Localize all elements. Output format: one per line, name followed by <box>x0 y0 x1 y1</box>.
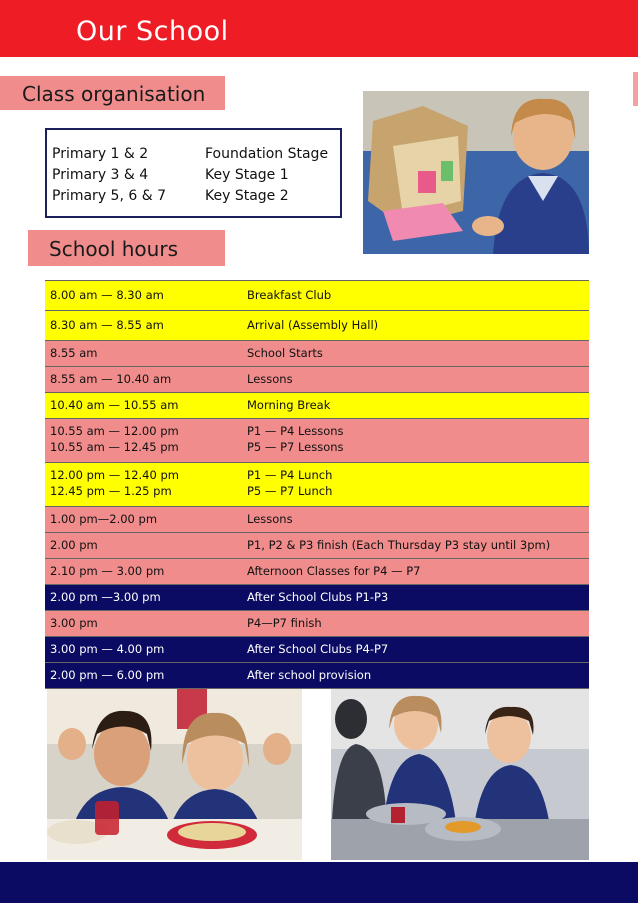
class-organisation-box <box>45 128 342 218</box>
schedule-row <box>45 585 589 611</box>
schedule-time: 10.55 am — 12.00 pm 10.55 am — 12.45 pm <box>50 424 179 454</box>
schedule-row <box>45 367 589 393</box>
schedule-row <box>45 611 589 637</box>
class-group: Primary 1 & 2 <box>52 146 149 162</box>
photo-girls-at-lunch <box>47 689 302 860</box>
schedule-time: 8.55 am <box>50 346 98 360</box>
schedule-row <box>45 507 589 533</box>
class-organisation-heading-bar <box>0 76 225 110</box>
photo-child-with-model <box>363 91 589 254</box>
schedule-time: 2.10 pm — 3.00 pm <box>50 564 165 578</box>
schedule-time: 2.00 pm — 6.00 pm <box>50 668 165 682</box>
schedule-row <box>45 281 589 311</box>
school-hours-table <box>45 280 589 689</box>
class-stage: Key Stage 1 <box>205 167 289 183</box>
schedule-row <box>45 311 589 341</box>
schedule-activity: Breakfast Club <box>247 288 332 302</box>
schedule-activity: P1 — P4 Lunch P5 — P7 Lunch <box>247 468 333 498</box>
schedule-activity: P4—P7 finish <box>247 616 322 630</box>
schedule-row <box>45 463 589 507</box>
schedule-time: 2.00 pm <box>50 538 98 552</box>
schedule-time: 8.00 am — 8.30 am <box>50 288 164 302</box>
schedule-time: 2.00 pm —3.00 pm <box>50 590 161 604</box>
schedule-activity: School Starts <box>247 346 323 360</box>
schedule-row <box>45 663 589 689</box>
schedule-activity: After School Clubs P4-P7 <box>247 642 389 656</box>
schedule-row <box>45 559 589 585</box>
school-hours-heading: School hours <box>49 237 178 261</box>
schedule-time: 12.00 pm — 12.40 pm 12.45 pm — 1.25 pm <box>50 468 179 498</box>
schedule-row <box>45 341 589 367</box>
schedule-activity: Lessons <box>247 512 293 526</box>
schedule-activity: After school provision <box>247 668 372 682</box>
class-stage: Key Stage 2 <box>205 188 289 204</box>
schedule-activity: Morning Break <box>247 398 331 412</box>
page-title: Our School <box>76 16 229 47</box>
schedule-time: 3.00 pm — 4.00 pm <box>50 642 165 656</box>
class-group: Primary 3 & 4 <box>52 167 149 183</box>
schedule-activity: P1, P2 & P3 finish (Each Thursday P3 stay until 3pm) <box>247 538 551 552</box>
schedule-time: 8.55 am — 10.40 am <box>50 372 172 386</box>
schedule-time: 1.00 pm—2.00 pm <box>50 512 158 526</box>
schedule-time: 3.00 pm <box>50 616 98 630</box>
schedule-time: 10.40 am — 10.55 am <box>50 398 179 412</box>
schedule-row <box>45 393 589 419</box>
class-group: Primary 5, 6 & 7 <box>52 188 166 204</box>
schedule-activity: After School Clubs P1-P3 <box>247 590 389 604</box>
schedule-activity: Afternoon Classes for P4 — P7 <box>247 564 421 578</box>
class-stage: Foundation Stage <box>205 146 329 162</box>
schedule-activity: Lessons <box>247 372 293 386</box>
photo-children-with-trays <box>331 689 589 860</box>
schedule-time: 8.30 am — 8.55 am <box>50 318 164 332</box>
school-hours-heading-bar <box>28 230 225 266</box>
footer-bar <box>0 862 638 903</box>
schedule-row <box>45 533 589 559</box>
edge-marker <box>633 72 638 106</box>
class-organisation-heading: Class organisation <box>22 82 206 106</box>
schedule-row <box>45 419 589 463</box>
schedule-activity: Arrival (Assembly Hall) <box>247 318 379 332</box>
header-banner <box>0 0 638 57</box>
schedule-row <box>45 637 589 663</box>
schedule-activity: P1 — P4 Lessons P5 — P7 Lessons <box>247 424 344 454</box>
